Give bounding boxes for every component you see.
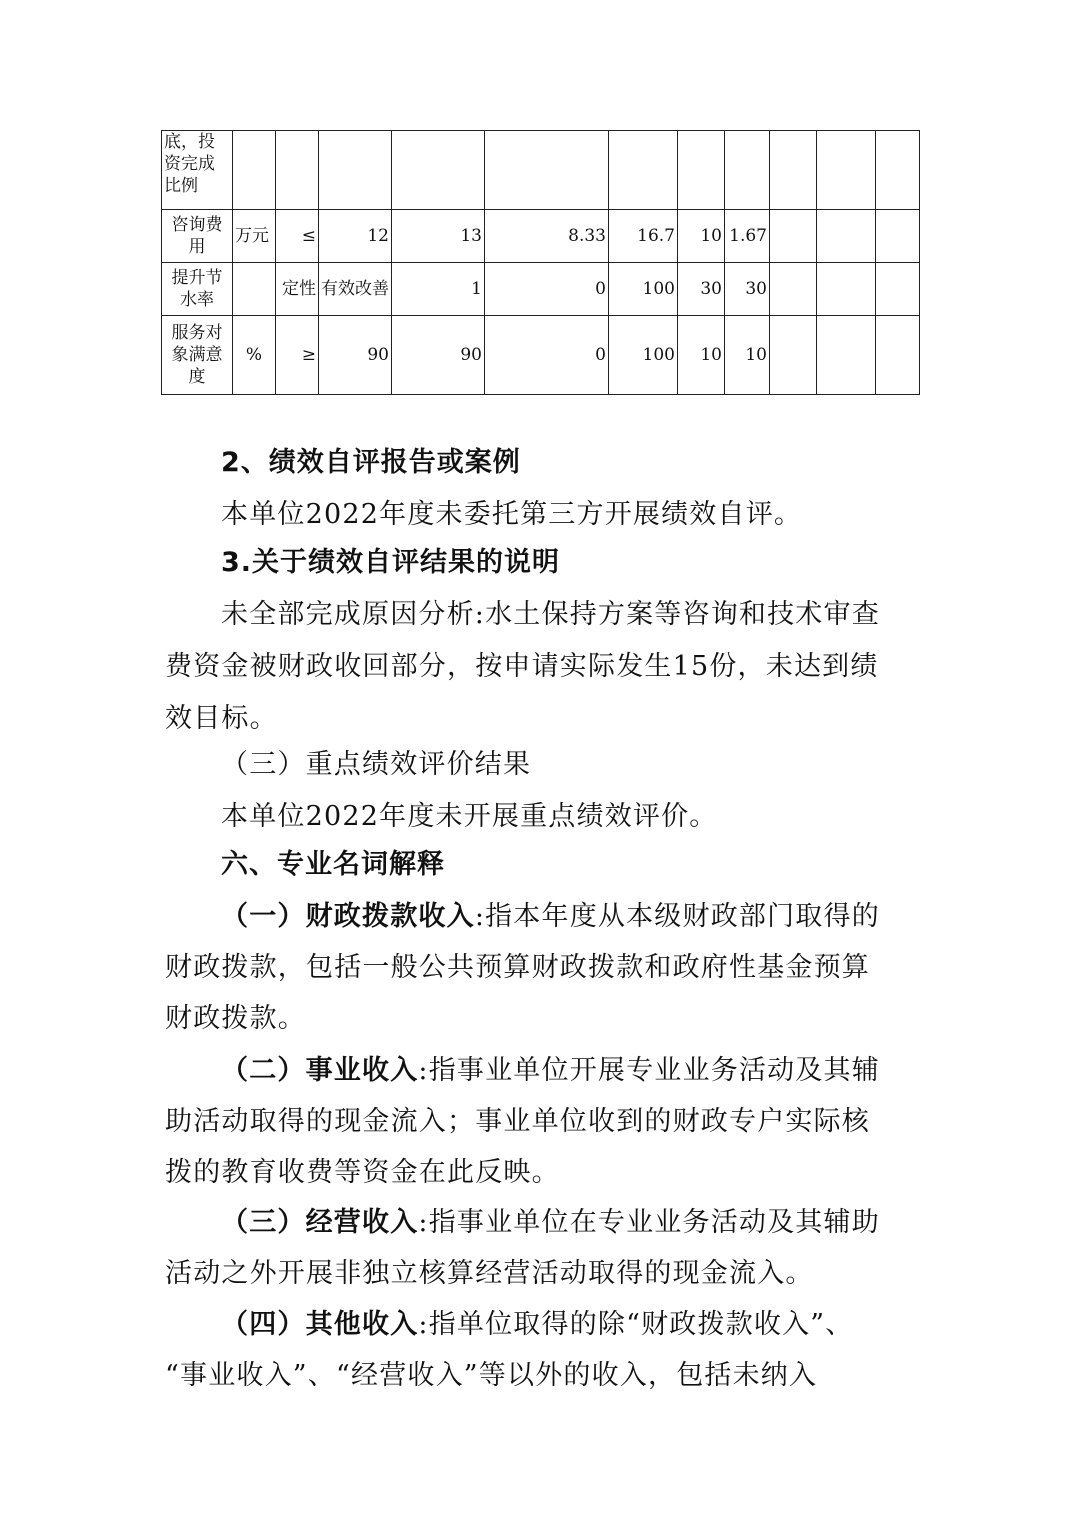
empty-cell [817,263,876,316]
paragraph-result-line-3: 效目标。 [165,703,278,734]
term-1-title: （一）财政拨款收入 [221,901,475,932]
section-heading-result: 3.关于绩效自评结果的说明 [221,547,561,578]
term-3-line-1 [221,1200,880,1239]
operator-cell: ≤ [276,210,319,263]
empty-cell [876,263,920,316]
table-row [162,316,920,395]
target-cell: 90 [319,316,392,395]
score-cell: 30 [725,263,770,316]
completion-cell: 16.7 [609,210,678,263]
table-row [162,131,920,210]
section-heading-terms: 六、专业名词解释 [221,849,445,880]
empty-cell [876,210,920,263]
empty-cell [770,210,817,263]
section-heading-key: （三）重点绩效评价结果 [221,749,532,780]
deviation-cell: 0 [485,263,609,316]
paragraph-result-line-1: 未全部完成原因分析:水土保持方案等咨询和技术审查 [221,599,880,630]
empty-cell [817,131,876,210]
term-2-title: （二）事业收入 [221,1055,419,1086]
term-3-line-2: 活动之外开展非独立核算经营活动取得的现金流入。 [165,1258,814,1289]
empty-cell [770,316,817,395]
indicator-cell: 底，投资完成比例 [162,131,233,210]
score-cell: 10 [725,316,770,395]
operator-cell [276,131,319,210]
indicator-cell: 咨询费用 [162,210,233,263]
performance-table [161,130,920,395]
empty-cell [770,263,817,316]
completion-cell: 100 [609,263,678,316]
weight-cell [678,131,725,210]
unit-cell [233,263,276,316]
deviation-cell: 0 [485,316,609,395]
score-cell: 1.67 [725,210,770,263]
term-4-line-2: “事业收入”、“经营收入”等以外的收入，包括未纳入 [165,1360,818,1391]
term-1-line-2: 财政拨款，包括一般公共预算财政拨款和政府性基金预算 [165,952,870,983]
table-row [162,263,920,316]
paragraph-key: 本单位2022年度未开展重点绩效评价。 [221,801,718,832]
paragraph-report: 本单位2022年度未委托第三方开展绩效自评。 [221,499,803,530]
weight-cell: 10 [678,316,725,395]
operator-cell: ≥ [276,316,319,395]
actual-cell: 1 [392,263,485,316]
actual-cell [392,131,485,210]
deviation-cell: 8.33 [485,210,609,263]
term-1-line-1 [221,894,880,933]
empty-cell [876,316,920,395]
term-2-definition: :指事业单位开展专业业务活动及其辅 [418,1055,880,1086]
table-row [162,210,920,263]
target-cell: 有效改善 [319,263,392,316]
unit-cell: % [233,316,276,395]
indicator-cell: 提升节水率 [162,263,233,316]
target-cell: 12 [319,210,392,263]
paragraph-result-line-2: 费资金被财政收回部分，按申请实际发生15份，未达到绩 [165,651,879,682]
empty-cell [876,131,920,210]
weight-cell: 30 [678,263,725,316]
actual-cell: 90 [392,316,485,395]
target-cell [319,131,392,210]
unit-cell [233,131,276,210]
term-1-line-3: 财政拨款。 [165,1003,306,1034]
completion-cell [609,131,678,210]
unit-cell: 万元 [233,210,276,263]
operator-cell: 定性 [276,263,319,316]
empty-cell [770,131,817,210]
term-2-line-1 [221,1048,880,1087]
indicator-cell: 服务对象满意度 [162,316,233,395]
section-heading-report: 2、绩效自评报告或案例 [221,447,521,478]
completion-cell: 100 [609,316,678,395]
term-4-title: （四）其他收入 [221,1309,419,1340]
weight-cell: 10 [678,210,725,263]
score-cell [725,131,770,210]
term-2-line-2: 助活动取得的现金流入；事业单位收到的财政专户实际核 [165,1106,870,1137]
term-1-definition: :指本年度从本级财政部门取得的 [474,901,880,932]
deviation-cell [485,131,609,210]
term-4-line-1 [221,1302,854,1341]
empty-cell [817,210,876,263]
term-3-definition: :指事业单位在专业业务活动及其辅助 [418,1207,880,1238]
empty-cell [817,316,876,395]
term-3-title: （三）经营收入 [221,1207,419,1238]
actual-cell: 13 [392,210,485,263]
term-2-line-3: 拨的教育收费等资金在此反映。 [165,1157,560,1188]
term-4-definition: :指单位取得的除“财政拨款收入”、 [418,1309,854,1340]
